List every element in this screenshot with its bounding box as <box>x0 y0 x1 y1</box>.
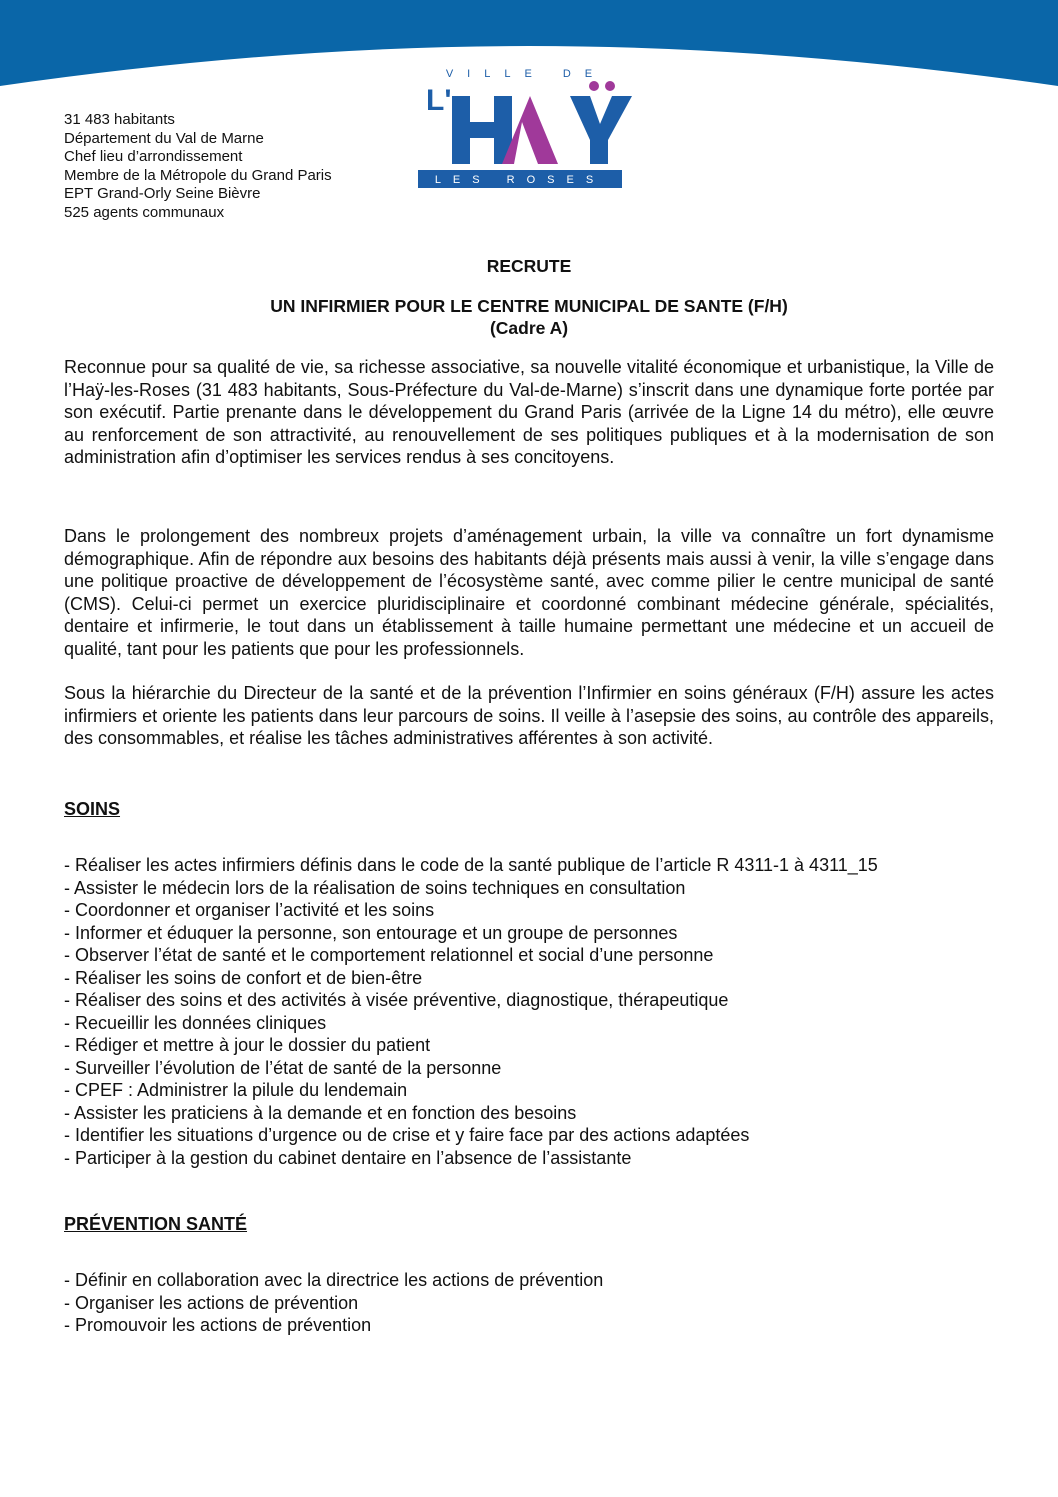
logo-l-letter: L' <box>426 84 452 117</box>
info-line: Département du Val de Marne <box>64 129 264 147</box>
info-line: Chef lieu d’arrondissement <box>64 148 243 166</box>
list-item: - Assister le médecin lors de la réalisation de soins techniques en consultation <box>64 877 686 898</box>
list-item: - Réaliser des soins et des activités à visée préventive, diagnostique, thérapeutique <box>64 990 729 1010</box>
logo-bottom-text: LES ROSES <box>434 174 606 186</box>
logo-top-text: VILLE DE <box>445 68 607 80</box>
job-title-subline: (Cadre A) <box>489 317 569 338</box>
context-paragraph: Dans le prolongement des nombreux projets d’aménagement urbain, la ville va connaître un fort dynamisme démographique. Afin de répondre aux besoins des habitants déjà présents mais aussi à venir, la ville s’engage dans une politique proactive de développement de l’écosystème santé, avec comme pilier le centre municipal de santé (CMS). Celui-ci permet un exercice pluridisciplinaire et coordonné combinant médecine générale, spécialités, dentaire et infirmerie, le tout dans un établissement à taille humaine permettant une médecine et un accueil de qualité, tant pour les patients que pour les professionnels. <box>64 526 994 659</box>
list-item: - Informer et éduquer la personne, son entourage et un groupe de personnes <box>64 922 678 943</box>
list-item: - Observer l’état de santé et le comportement relationnel et social d’une personne <box>64 945 714 965</box>
list-item: - Définir en collaboration avec la directrice les actions de prévention <box>64 1270 604 1290</box>
job-title <box>0 296 1058 339</box>
prevention-task-list <box>64 1269 1004 1337</box>
municipality-info <box>64 111 332 223</box>
list-item: - Coordonner et organiser l’activité et les soins <box>64 900 435 920</box>
intro-paragraph: Reconnue pour sa qualité de vie, sa richesse associative, sa nouvelle vitalité économique et urbanistique, la Ville de l’Haÿ-les-Roses (31 483 habitants, Sous-Préfecture du Val-de-Marne) s’inscrit dans une dynamique forte portée par son exécutif. Partie prenante dans le développement du Grand Paris (arrivée de la Ligne 14 du métro), elle œuvre au renforcement de son attractivité, au renouvellement de ses politiques publiques et à la modernisation de son administration afin d’optimiser les services rendus à ses concitoyens. <box>64 357 994 467</box>
list-item: - Identifier les situations d’urgence ou de crise et y faire face par des actions adaptées <box>64 1125 750 1145</box>
list-item: - Rédiger et mettre à jour le dossier du patient <box>64 1035 431 1055</box>
list-item: - Réaliser les soins de confort et de bien-être <box>64 967 423 988</box>
info-line: EPT Grand-Orly Seine Bièvre <box>64 185 261 203</box>
heading-recrute: RECRUTE <box>486 256 572 276</box>
section-title-prevention: PRÉVENTION SANTÉ <box>64 1214 248 1234</box>
role-paragraph: Sous la hiérarchie du Directeur de la santé et de la prévention l’Infirmier en soins généraux (F/H) assure les actes infirmiers et oriente les patients dans leur parcours de soins. Il veille à l’asepsie des soins, au contrôle des appareils, des consommables, et réalise les tâches administratives afférentes à son activité. <box>64 683 994 748</box>
list-item: - Organiser les actions de prévention <box>64 1292 359 1313</box>
city-logo <box>418 60 634 190</box>
list-item: - Réaliser les actes infirmiers définis dans le code de la santé publique de l’article R 4311-1 à 4311_15 <box>64 855 878 875</box>
info-line: Membre de la Métropole du Grand Paris <box>64 166 332 184</box>
info-line: 525 agents communaux <box>64 203 225 221</box>
list-item: - CPEF : Administrer la pilule du lendemain <box>64 1080 408 1100</box>
list-item: - Recueillir les données cliniques <box>64 1012 327 1033</box>
soins-task-list <box>64 854 1004 1169</box>
list-item: - Surveiller l’évolution de l’état de santé de la personne <box>64 1057 502 1078</box>
info-line: 31 483 habitants <box>64 111 175 128</box>
section-title-soins: SOINS <box>64 799 121 819</box>
list-item: - Assister les praticiens à la demande et en fonction des besoins <box>64 1102 577 1123</box>
job-title-line: UN INFIRMIER POUR LE CENTRE MUNICIPAL DE SANTE (F/H) <box>270 296 788 316</box>
list-item: - Participer à la gestion du cabinet dentaire en l’absence de l’assistante <box>64 1147 632 1168</box>
list-item: - Promouvoir les actions de prévention <box>64 1315 372 1335</box>
